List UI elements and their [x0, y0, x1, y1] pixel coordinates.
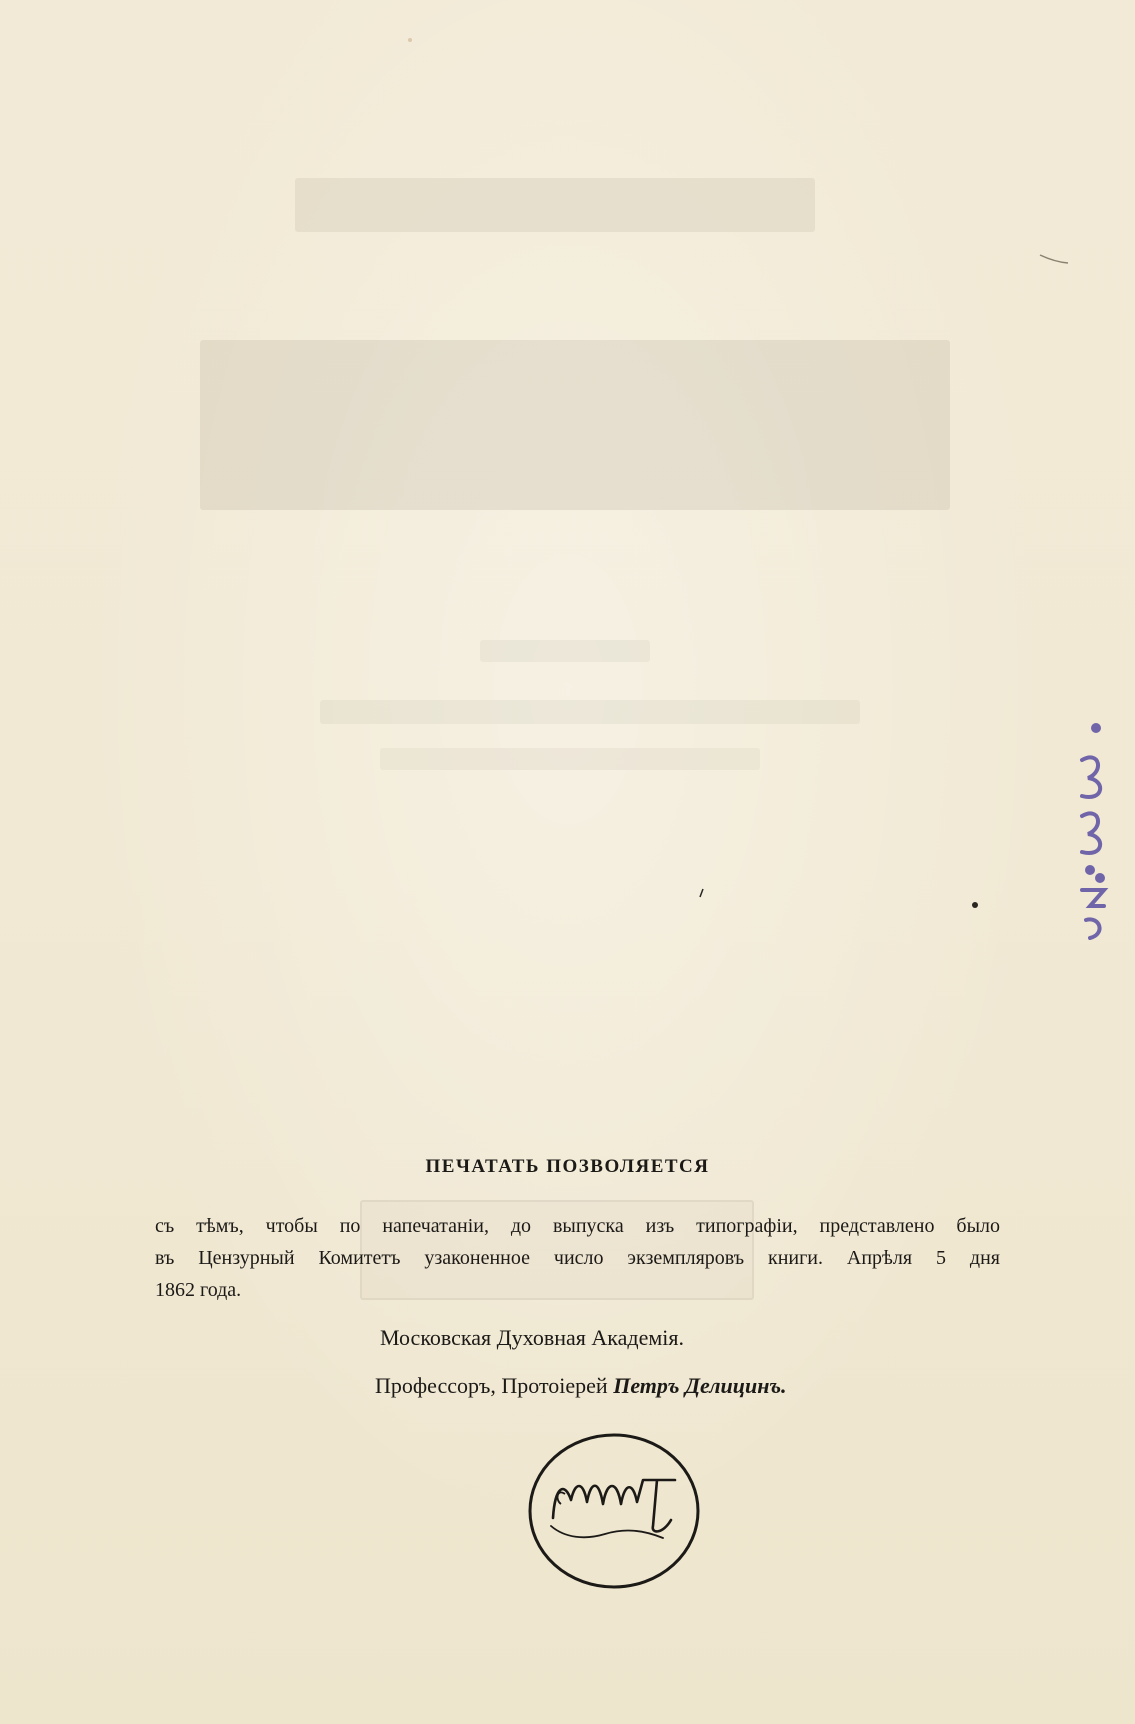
bleed-through-title — [295, 178, 815, 232]
bleed-through-line — [380, 748, 760, 770]
bleed-through-line — [480, 640, 650, 662]
signature-name: Петръ Делицинъ. — [613, 1373, 787, 1398]
signature-line — [375, 1373, 787, 1399]
inventory-stamp — [1060, 720, 1120, 950]
permission-heading: ПЕЧАТАТЬ ПОЗВОЛЯЕТСЯ — [425, 1156, 710, 1177]
bleed-through-line — [320, 700, 860, 724]
signature-title: Профессоръ, Протоіерей — [375, 1373, 608, 1398]
library-seal — [525, 1430, 703, 1592]
bleed-through-large-title — [200, 340, 950, 510]
institution-line: Московская Духовная Академія. — [380, 1325, 684, 1350]
paragraph-line: въ Цензурный Комитетъ узаконенное число экземпляровъ книги. Апрѣля 5 дня — [155, 1247, 1000, 1269]
paragraph-line: съ тѣмъ, чтобы по напечатаніи, до выпуска изъ типографіи, представлено было — [155, 1215, 1000, 1237]
paragraph-line: 1862 года. — [155, 1279, 242, 1301]
censorship-paragraph — [155, 1210, 1000, 1306]
